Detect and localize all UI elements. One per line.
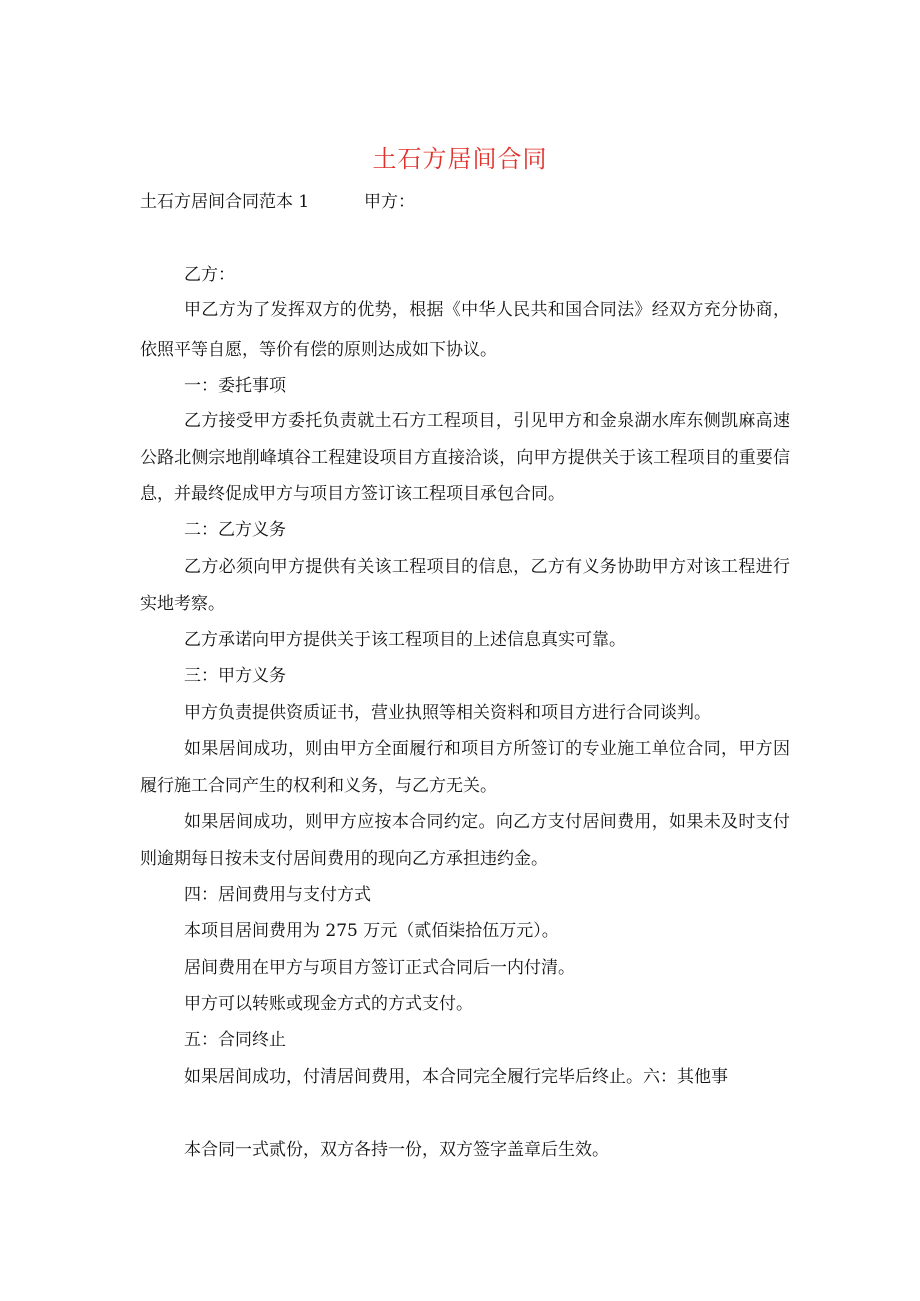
paragraph-line: 如果居间成功，则由甲方全面履行和项目方所签订的专业施工单位合同，甲方因	[184, 739, 790, 759]
paragraph-line: 乙方承诺向甲方提供关于该工程项目的上述信息真实可靠。	[184, 630, 626, 650]
paragraph-line: 甲方负责提供资质证书，营业执照等相关资料和项目方进行合同谈判。	[184, 703, 711, 723]
section-heading: 五：合同终止	[184, 1030, 286, 1050]
party-b-label: 乙方：	[184, 265, 235, 285]
paragraph-line: 本合同一式贰份，双方各持一份，双方签字盖章后生效。	[184, 1140, 609, 1160]
paragraph-line: 公路北侧宗地削峰填谷工程建设项目方直接洽谈，向甲方提供关于该工程项目的重要信	[140, 448, 790, 468]
section-heading: 二：乙方义务	[184, 520, 286, 540]
template-name: 土石方居间合同范本 1	[140, 192, 310, 212]
paragraph-line: 甲方可以转账或现金方式的方式支付。	[184, 994, 473, 1014]
section-heading: 四：居间费用与支付方式	[184, 885, 371, 905]
paragraph-line: 居间费用在甲方与项目方签订正式合同后一内付清。	[184, 958, 575, 978]
paragraph-line: 乙方接受甲方委托负责就土石方工程项目，引见甲方和金泉湖水库东侧凯麻高速	[184, 411, 790, 431]
paragraph-line: 依照平等自愿，等价有偿的原则达成如下协议。	[140, 340, 497, 360]
paragraph-line: 息，并最终促成甲方与项目方签订该工程项目承包合同。	[140, 484, 565, 504]
paragraph-line: 实地考察。	[140, 594, 225, 614]
paragraph-line: 乙方必须向甲方提供有关该工程项目的信息，乙方有义务协助甲方对该工程进行	[184, 557, 790, 577]
section-heading: 三：甲方义务	[184, 666, 286, 686]
section-heading: 一：委托事项	[184, 376, 286, 396]
paragraph-line: 甲乙方为了发挥双方的优势，根据《中华人民共和国合同法》经双方充分协商，	[184, 300, 790, 320]
paragraph-line: 如果居间成功，付清居间费用，本合同完全履行完毕后终止。六：其他事	[184, 1067, 728, 1087]
paragraph-line: 履行施工合同产生的权利和义务，与乙方无关。	[140, 776, 497, 796]
paragraph-line: 本项目居间费用为 275 万元（贰佰柒拾伍万元）。	[184, 921, 559, 941]
paragraph-line: 如果居间成功，则甲方应按本合同约定。向乙方支付居间费用，如果未及时支付	[184, 812, 790, 832]
document-title: 土石方居间合同	[372, 145, 548, 173]
party-a-label: 甲方：	[364, 192, 415, 212]
paragraph-line: 则逾期每日按未支付居间费用的现向乙方承担违约金。	[140, 849, 548, 869]
